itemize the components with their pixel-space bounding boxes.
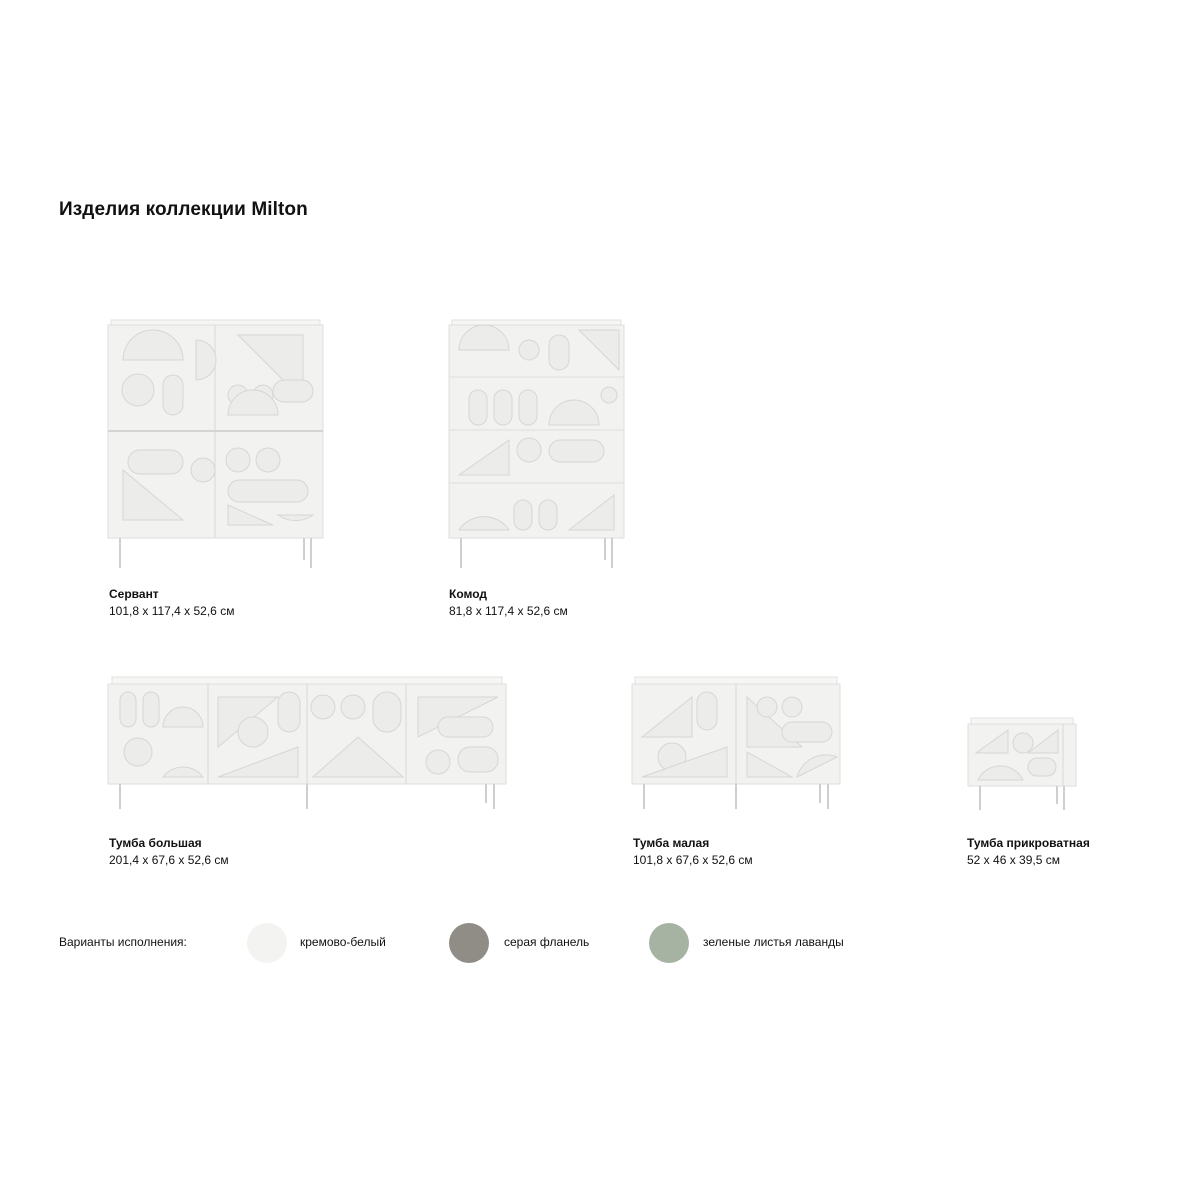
product-name: Тумба прикроватная [967, 836, 1090, 850]
product-image-tumba-bedside [968, 718, 1076, 813]
caption-tumba-big [109, 835, 229, 869]
swatch-cream-white [247, 923, 287, 963]
variants-label: Варианты исполнения: [59, 935, 187, 949]
swatch-label-cream-white: кремово-белый [300, 935, 386, 949]
caption-servant [109, 586, 234, 620]
product-image-servant [108, 320, 323, 570]
swatch-grey-flannel [449, 923, 489, 963]
caption-komod [449, 586, 568, 620]
product-image-tumba-small [632, 677, 840, 812]
product-name: Комод [449, 587, 488, 601]
product-name: Сервант [109, 587, 159, 601]
product-image-tumba-big [108, 677, 506, 812]
product-dims: 81,8 x 117,4 x 52,6 см [449, 604, 568, 618]
caption-tumba-small [633, 835, 753, 869]
product-name: Тумба большая [109, 836, 202, 850]
product-dims: 52 x 46 x 39,5 см [967, 853, 1060, 867]
swatch-label-lavender-leaves: зеленые листья лаванды [703, 935, 844, 949]
tumba-bedside-illustration [968, 718, 1076, 813]
product-dims: 201,4 x 67,6 x 52,6 см [109, 853, 229, 867]
product-dims: 101,8 x 67,6 x 52,6 см [633, 853, 753, 867]
product-image-komod [449, 320, 624, 570]
swatch-lavender-leaves [649, 923, 689, 963]
caption-tumba-bedside [967, 835, 1090, 869]
tumba-small-illustration [632, 677, 840, 812]
servant-illustration [108, 320, 323, 570]
tumba-big-illustration [108, 677, 506, 812]
product-dims: 101,8 x 117,4 x 52,6 см [109, 604, 235, 618]
komod-illustration [449, 320, 624, 570]
swatch-label-grey-flannel: серая фланель [504, 935, 590, 949]
page-title: Изделия коллекции Milton [59, 199, 308, 220]
product-name: Тумба малая [633, 836, 710, 850]
